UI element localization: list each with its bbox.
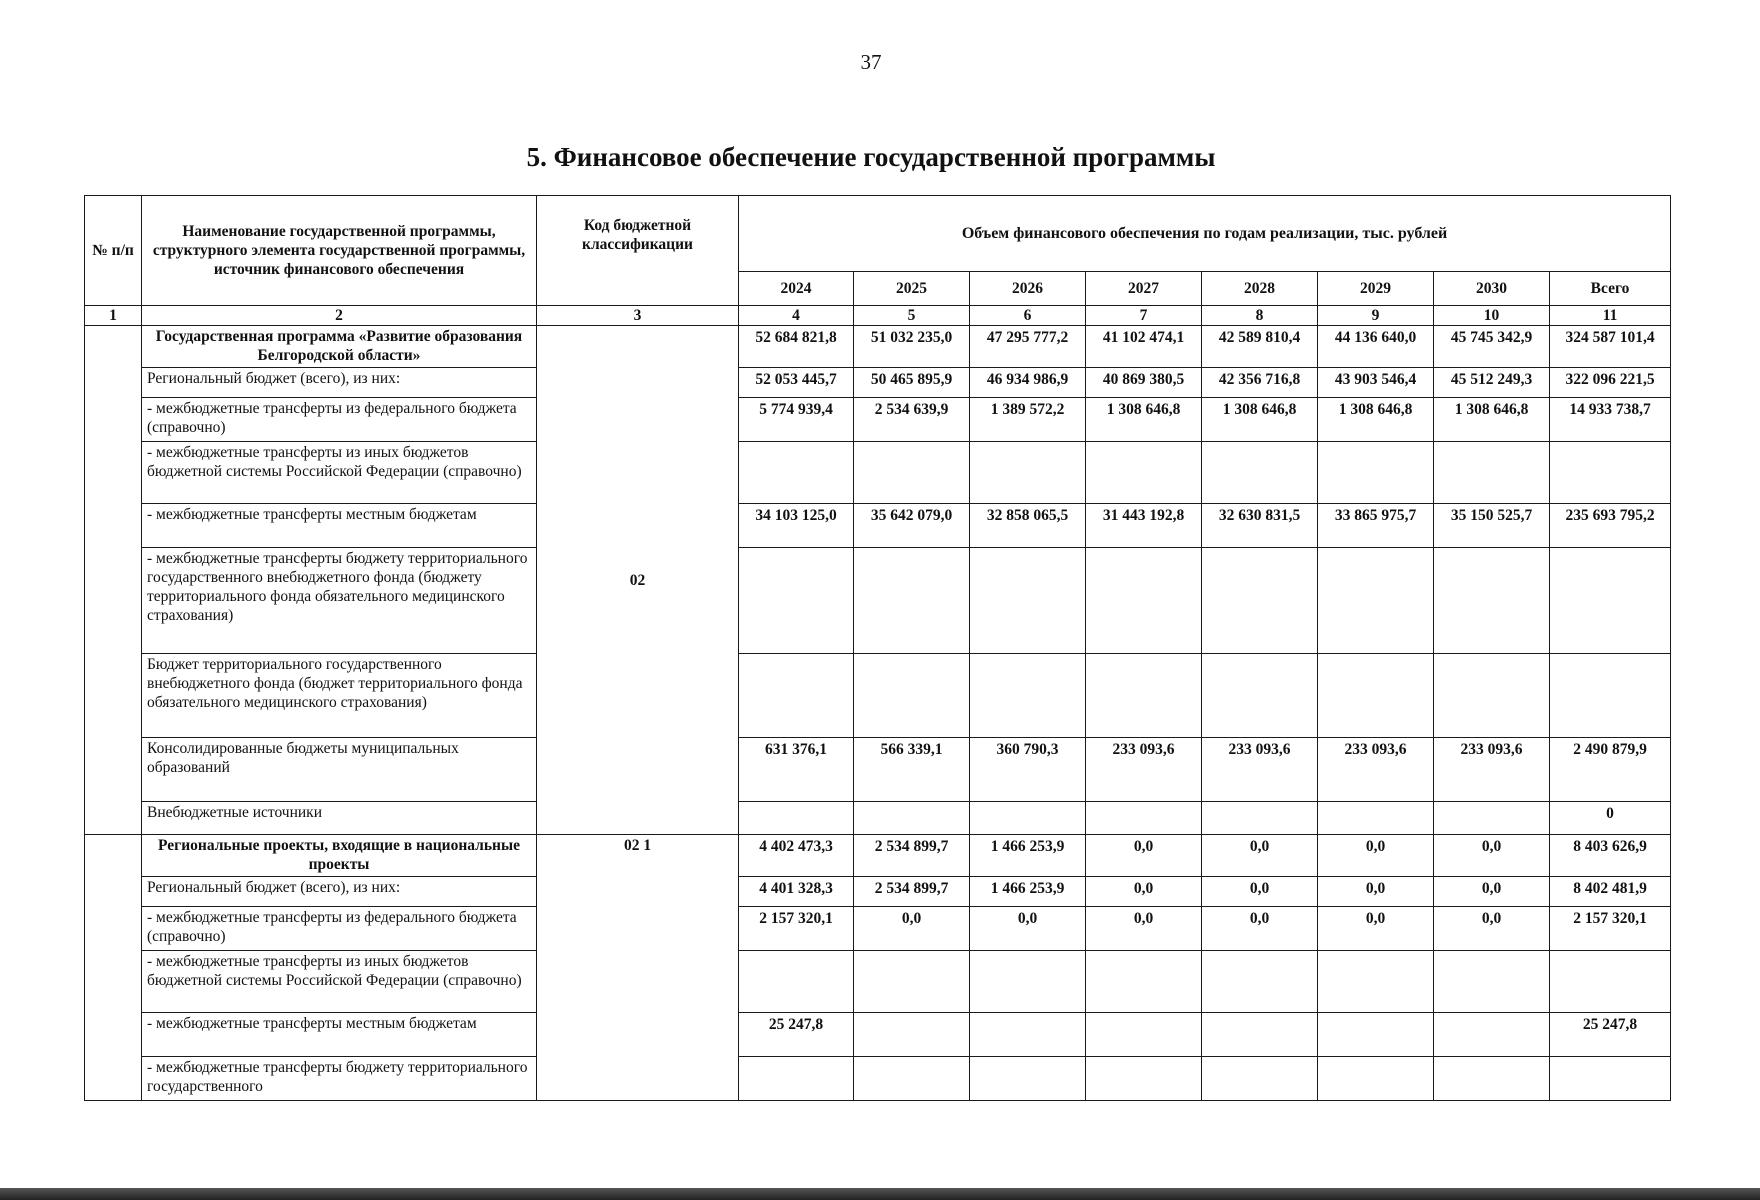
header-total: Всего: [1550, 272, 1671, 306]
year-value: [1202, 1013, 1318, 1057]
year-value: 0,0: [1434, 907, 1550, 951]
total-value: 25 247,8: [1550, 1013, 1671, 1057]
year-value: [970, 1057, 1086, 1101]
year-value: [1202, 1057, 1318, 1101]
year-value: [1434, 442, 1550, 504]
row-name: - межбюджетные трансферты из иных бюджетов бюджетной системы Российской Федерации (справочно): [142, 442, 537, 504]
year-value: 1 389 572,2: [970, 398, 1086, 442]
budget-code: 02 1: [537, 835, 739, 1101]
year-value: 360 790,3: [970, 738, 1086, 802]
table-row: [85, 504, 1671, 548]
year-value: 25 247,8: [739, 1013, 854, 1057]
table-row: [85, 802, 1671, 835]
column-number: 9: [1318, 306, 1434, 326]
header-number: № п/п: [85, 196, 142, 306]
row-number-cell: [85, 326, 142, 835]
financing-table: [84, 195, 1671, 1101]
total-value: [1550, 951, 1671, 1013]
total-value: 235 693 795,2: [1550, 504, 1671, 548]
year-value: 0,0: [1086, 907, 1202, 951]
header-year: 2026: [970, 272, 1086, 306]
row-name: - межбюджетные трансферты из федерального бюджета (справочно): [142, 398, 537, 442]
row-name: - межбюджетные трансферты бюджету территориального государственного: [142, 1057, 537, 1101]
year-value: 566 339,1: [854, 738, 970, 802]
table-row: [85, 398, 1671, 442]
year-value: [1434, 548, 1550, 654]
year-value: 2 534 899,7: [854, 835, 970, 877]
header-year: 2025: [854, 272, 970, 306]
year-value: 1 308 646,8: [1434, 398, 1550, 442]
document-title: 5. Финансовое обеспечение государственной программы: [526, 142, 1216, 172]
year-value: 35 150 525,7: [1434, 504, 1550, 548]
total-value: 2 157 320,1: [1550, 907, 1671, 951]
year-value: [739, 654, 854, 738]
year-value: [1086, 951, 1202, 1013]
year-value: 2 534 899,7: [854, 877, 970, 907]
year-value: [739, 951, 854, 1013]
year-value: 0,0: [1434, 877, 1550, 907]
scan-edge-bar: [0, 1188, 1760, 1200]
year-value: 41 102 474,1: [1086, 326, 1202, 368]
column-number: 3: [537, 306, 739, 326]
year-value: 2 157 320,1: [739, 907, 854, 951]
page-number: 37: [860, 50, 882, 74]
year-value: [1202, 548, 1318, 654]
year-value: 31 443 192,8: [1086, 504, 1202, 548]
row-name: Государственная программа «Развитие образования Белгородской области»: [142, 326, 537, 368]
year-value: 0,0: [1202, 877, 1318, 907]
year-value: [1318, 1013, 1434, 1057]
header-name: Наименование государственной программы, структурного элемента государственной программы, источник финансового обеспечения: [142, 196, 537, 306]
total-value: [1550, 654, 1671, 738]
year-value: 32 858 065,5: [970, 504, 1086, 548]
year-value: [739, 1057, 854, 1101]
year-value: [739, 442, 854, 504]
year-value: 0,0: [1202, 835, 1318, 877]
year-value: [854, 802, 970, 835]
year-value: [1202, 951, 1318, 1013]
year-value: [1202, 442, 1318, 504]
year-value: [970, 951, 1086, 1013]
row-name: Бюджет территориального государственного внебюджетного фонда (бюджет территориального фонда обязательного медицинского страхования): [142, 654, 537, 738]
year-value: 44 136 640,0: [1318, 326, 1434, 368]
year-value: 4 401 328,3: [739, 877, 854, 907]
year-value: [1318, 802, 1434, 835]
year-value: [1086, 1013, 1202, 1057]
year-value: 35 642 079,0: [854, 504, 970, 548]
year-value: [970, 654, 1086, 738]
year-value: [1434, 654, 1550, 738]
year-value: 2 534 639,9: [854, 398, 970, 442]
column-number: 5: [854, 306, 970, 326]
year-value: 45 745 342,9: [1434, 326, 1550, 368]
year-value: 233 093,6: [1202, 738, 1318, 802]
row-number-cell: [85, 835, 142, 1101]
year-value: [970, 548, 1086, 654]
row-name: - межбюджетные трансферты местным бюджетам: [142, 1013, 537, 1057]
total-value: [1550, 1057, 1671, 1101]
budget-code: 02: [537, 326, 739, 835]
row-name: - межбюджетные трансферты из иных бюджетов бюджетной системы Российской Федерации (справочно): [142, 951, 537, 1013]
row-name: Внебюджетные источники: [142, 802, 537, 835]
year-value: [1318, 951, 1434, 1013]
header-year: 2027: [1086, 272, 1202, 306]
year-value: [1086, 442, 1202, 504]
year-value: [970, 802, 1086, 835]
header-year: 2024: [739, 272, 854, 306]
year-value: 34 103 125,0: [739, 504, 854, 548]
total-value: 324 587 101,4: [1550, 326, 1671, 368]
table-row: [85, 907, 1671, 951]
year-value: 0,0: [1318, 877, 1434, 907]
year-value: 40 869 380,5: [1086, 368, 1202, 398]
table-row: [85, 548, 1671, 654]
column-number: 11: [1550, 306, 1671, 326]
table-row: [85, 442, 1671, 504]
year-value: [1318, 442, 1434, 504]
row-name: Региональные проекты, входящие в национальные проекты: [142, 835, 537, 877]
year-value: 50 465 895,9: [854, 368, 970, 398]
column-number: 10: [1434, 306, 1550, 326]
table-row: [85, 654, 1671, 738]
header-code: Код бюджетной классификации: [537, 196, 739, 306]
year-value: [1086, 1057, 1202, 1101]
total-value: [1550, 548, 1671, 654]
table-row: [85, 1057, 1671, 1101]
year-value: 46 934 986,9: [970, 368, 1086, 398]
year-value: [1086, 548, 1202, 654]
year-value: 43 903 546,4: [1318, 368, 1434, 398]
year-value: [854, 951, 970, 1013]
year-value: [739, 802, 854, 835]
year-value: 52 684 821,8: [739, 326, 854, 368]
year-value: [1202, 802, 1318, 835]
year-value: 42 356 716,8: [1202, 368, 1318, 398]
column-number: 7: [1086, 306, 1202, 326]
year-value: 233 093,6: [1434, 738, 1550, 802]
column-number: 2: [142, 306, 537, 326]
row-name: Региональный бюджет (всего), из них:: [142, 368, 537, 398]
total-value: 8 403 626,9: [1550, 835, 1671, 877]
year-value: 0,0: [854, 907, 970, 951]
table-row: [85, 951, 1671, 1013]
year-value: 0,0: [1318, 907, 1434, 951]
year-value: [854, 654, 970, 738]
year-value: 631 376,1: [739, 738, 854, 802]
year-value: [1086, 654, 1202, 738]
year-value: [1086, 802, 1202, 835]
year-value: 1 308 646,8: [1318, 398, 1434, 442]
column-number: 8: [1202, 306, 1318, 326]
year-value: [1434, 802, 1550, 835]
year-value: [1318, 1057, 1434, 1101]
year-value: [1318, 654, 1434, 738]
header-volume: Объем финансового обеспечения по годам реализации, тыс. рублей: [739, 196, 1671, 272]
year-value: [854, 1057, 970, 1101]
row-name: - межбюджетные трансферты бюджету территориального государственного внебюджетного фонда (бюджету территориального фонда обязательного медицинского страхования): [142, 548, 537, 654]
column-number: 6: [970, 306, 1086, 326]
year-value: 51 032 235,0: [854, 326, 970, 368]
year-value: 1 466 253,9: [970, 835, 1086, 877]
year-value: 42 589 810,4: [1202, 326, 1318, 368]
year-value: 0,0: [1086, 835, 1202, 877]
year-value: [970, 1013, 1086, 1057]
header-year: 2029: [1318, 272, 1434, 306]
year-value: [970, 442, 1086, 504]
total-value: 8 402 481,9: [1550, 877, 1671, 907]
year-value: 0,0: [1086, 877, 1202, 907]
total-value: 14 933 738,7: [1550, 398, 1671, 442]
table-row: [85, 877, 1671, 907]
year-value: 1 308 646,8: [1086, 398, 1202, 442]
table-row: [85, 835, 1671, 877]
year-value: 0,0: [970, 907, 1086, 951]
row-name: Консолидированные бюджеты муниципальных образований: [142, 738, 537, 802]
column-number: 1: [85, 306, 142, 326]
year-value: [854, 548, 970, 654]
row-name: Региональный бюджет (всего), из них:: [142, 877, 537, 907]
year-value: [1202, 654, 1318, 738]
header-year: 2030: [1434, 272, 1550, 306]
year-value: 45 512 249,3: [1434, 368, 1550, 398]
year-value: [739, 548, 854, 654]
year-value: 47 295 777,2: [970, 326, 1086, 368]
year-value: [1434, 1057, 1550, 1101]
year-value: [1434, 951, 1550, 1013]
total-value: 0: [1550, 802, 1671, 835]
year-value: [1434, 1013, 1550, 1057]
row-name: - межбюджетные трансферты из федерального бюджета (справочно): [142, 907, 537, 951]
year-value: 0,0: [1202, 907, 1318, 951]
year-value: 0,0: [1318, 835, 1434, 877]
column-number: 4: [739, 306, 854, 326]
year-value: 33 865 975,7: [1318, 504, 1434, 548]
year-value: 5 774 939,4: [739, 398, 854, 442]
table-row: [85, 1013, 1671, 1057]
total-value: 322 096 221,5: [1550, 368, 1671, 398]
year-value: 1 466 253,9: [970, 877, 1086, 907]
year-value: 233 093,6: [1086, 738, 1202, 802]
year-value: 0,0: [1434, 835, 1550, 877]
table-row: [85, 368, 1671, 398]
total-value: [1550, 442, 1671, 504]
header-year: 2028: [1202, 272, 1318, 306]
year-value: 1 308 646,8: [1202, 398, 1318, 442]
year-value: [1318, 548, 1434, 654]
table-row: [85, 738, 1671, 802]
year-value: 4 402 473,3: [739, 835, 854, 877]
year-value: 52 053 445,7: [739, 368, 854, 398]
year-value: 32 630 831,5: [1202, 504, 1318, 548]
year-value: [854, 1013, 970, 1057]
year-value: 233 093,6: [1318, 738, 1434, 802]
total-value: 2 490 879,9: [1550, 738, 1671, 802]
table-row: [85, 326, 1671, 368]
year-value: [854, 442, 970, 504]
row-name: - межбюджетные трансферты местным бюджетам: [142, 504, 537, 548]
